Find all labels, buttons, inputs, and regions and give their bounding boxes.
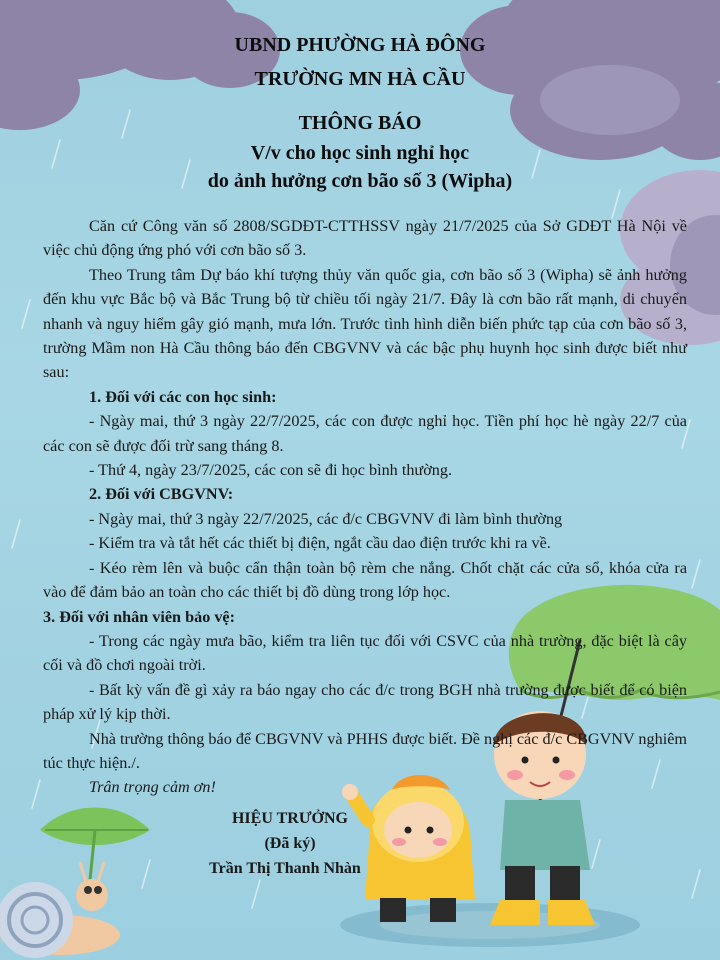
org-line-1: UBND PHƯỜNG HÀ ĐÔNG [234, 34, 486, 56]
paragraph-legal-basis: Căn cứ Công văn số 2808/SGDĐT-CTTHSSV ngày 21/7/2025 của Sở GDĐT Hà Nội về việc chủ động ứng phó với cơn bão số 3. [43, 217, 687, 260]
list-item: - Thứ 4, ngày 23/7/2025, các con sẽ đi học bình thường. [89, 461, 452, 480]
notice-body [43, 214, 687, 800]
signature-status: (Đã ký) [264, 835, 316, 852]
paragraph-closing: Nhà trường thông báo để CBGVNV và PHHS được biết. Đề nghị các đ/c CBGVNV nghiêm túc thực hiện./. [43, 729, 687, 772]
rain-cloud-icon [0, 0, 280, 130]
list-item: - Bất kỳ vấn đề gì xảy ra báo ngay cho các đ/c trong BGH nhà trường được biết để có biện pháp xử lý kịp thời. [43, 680, 687, 724]
signature-role: HIỆU TRƯỞNG [231, 810, 348, 827]
notice-subtitle-2: do ảnh hưởng cơn bão số 3 (Wipha) [207, 170, 513, 192]
section-heading-students: 1. Đối với các con học sinh: [89, 387, 277, 406]
leaf-icon [40, 808, 150, 881]
org-line-2: TRƯỜNG MN HÀ CẦU [254, 68, 466, 90]
list-item: - Kéo rèm lên và buộc cẩn thận toàn bộ rèm che nắng. Chốt chặt các cửa sổ, khóa cửa ra vào để đảm bảo an toàn cho các thiết bị đồ dùng trong lớp học. [43, 558, 687, 602]
signature-name: Trần Thị Thanh Nhàn [209, 860, 361, 877]
notice-title: THÔNG BÁO [298, 112, 422, 134]
list-item: - Kiểm tra và tắt hết các thiết bị điện, ngắt cầu dao điện trước khi ra về. [89, 534, 551, 553]
notice-subtitle-1: V/v cho học sinh nghỉ học [250, 142, 470, 164]
list-item: - Trong các ngày mưa bão, kiểm tra liên tục đối với CSVC của nhà trường, đặc biệt là cây cối và đồ chơi ngoài trời. [43, 631, 687, 675]
section-heading-staff: 2. Đối với CBGVNV: [89, 485, 234, 504]
thanks-line: Trân trọng cảm ơn! [89, 778, 216, 797]
list-item: - Ngày mai, thứ 3 ngày 22/7/2025, các con được nghỉ học. Tiền phí học hè ngày 22/7 của các con sẽ được đối trừ sang tháng 8. [43, 412, 687, 455]
section-heading-security: 3. Đối với nhân viên bảo vệ: [43, 607, 235, 626]
snail-icon [0, 862, 120, 958]
paragraph-forecast: Theo Trung tâm Dự báo khí tượng thủy văn quốc gia, cơn bão số 3 (Wipha) sẽ ảnh hưởng đến khu vực Bắc bộ và Bắc Trung bộ từ chiều tối ngày 21/7. Đây là cơn bão rất mạnh, di chuyển nhanh và nguy hiểm gây gió mạnh, mưa lớn. Trước tình hình diễn biến phức tạp của cơn bão số 3, trường Mầm non Hà Cầu thông báo đến CBGVNV và các bậc phụ huynh học sinh được biết như sau: [43, 265, 687, 382]
list-item: - Ngày mai, thứ 3 ngày 22/7/2025, các đ/c CBGVNV đi làm bình thường [89, 509, 563, 528]
